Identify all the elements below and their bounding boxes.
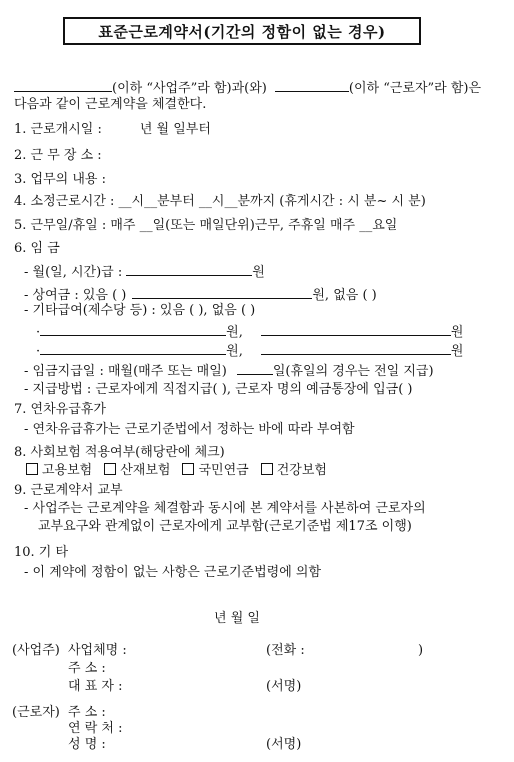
worker-name-label: 성 명 : bbox=[68, 737, 106, 752]
item-7-text: - 연차유급휴가는 근로기준법에서 정하는 바에 따라 부여함 bbox=[24, 422, 355, 437]
signing-date: 년 월 일 bbox=[214, 611, 260, 626]
item-9-text-1: - 사업주는 근로계약을 체결함과 동시에 본 계약서를 사본하여 근로자의 bbox=[24, 501, 426, 516]
employer-address-label: 주 소 : bbox=[68, 661, 106, 676]
wage-monthly-unit: 원 bbox=[252, 265, 265, 280]
wage-monthly bbox=[24, 262, 265, 282]
intro-employer-text: (이하 “사업주”라 함)과(와) bbox=[112, 81, 267, 96]
wage-payday-blank[interactable] bbox=[237, 361, 273, 375]
wage-other-row-2-unit-a: 원, bbox=[226, 344, 243, 359]
wage-bonus-blank[interactable] bbox=[132, 285, 312, 299]
item-10-others: 10. 기 타 bbox=[14, 545, 69, 560]
employment-insurance-checkbox[interactable] bbox=[26, 463, 38, 475]
wage-bonus-label: - 상여금 : 있음 ( ) bbox=[24, 288, 127, 303]
employer-tag: (사업주) bbox=[12, 643, 60, 658]
intro-line-1 bbox=[14, 78, 481, 98]
item-9-text-2: 교부요구와 관계없이 근로자에게 교부함(근로기준법 제17조 이행) bbox=[38, 519, 412, 534]
industrial-accident-checkbox[interactable] bbox=[104, 463, 116, 475]
industrial-accident-label: 산재보험 bbox=[120, 463, 171, 478]
wage-other-row-1-blank-a[interactable] bbox=[40, 322, 226, 336]
worker-name-blank[interactable] bbox=[275, 78, 349, 92]
worker-tag: (근로자) bbox=[12, 705, 60, 720]
national-pension-label: 국민연금 bbox=[198, 463, 249, 478]
wage-other-row-1-unit-a: 원, bbox=[226, 325, 243, 340]
item-1-start-date bbox=[14, 121, 211, 139]
item-7-annual-leave: 7. 연차유급휴가 bbox=[14, 402, 106, 417]
wage-monthly-label: - 월(일, 시간)급 : bbox=[24, 265, 123, 280]
wage-other-row-1-blank-b[interactable] bbox=[261, 322, 451, 336]
item-1-date: 년 월 일부터 bbox=[139, 122, 211, 137]
worker-contact-label: 연 락 처 : bbox=[68, 721, 123, 736]
wage-payday bbox=[24, 361, 434, 381]
wage-payday-note: 일(휴일의 경우는 전일 지급) bbox=[272, 364, 434, 379]
wage-other-row-1-unit-b: 원 bbox=[450, 325, 464, 340]
employer-phone-close: ) bbox=[418, 643, 424, 658]
wage-other: - 기타급여(제수당 등) : 있음 ( ), 없음 ( ) bbox=[24, 303, 256, 318]
item-8-social-insurance: 8. 사회보험 적용여부(해당란에 체크) bbox=[14, 445, 225, 460]
item-5-workdays: 5. 근무일/휴일 : 매주 __일(또는 매일단위)근무, 주휴일 매주 __요일 bbox=[14, 218, 398, 233]
employer-phone-label: (전화 : bbox=[266, 643, 305, 658]
wage-other-row-2-blank-b[interactable] bbox=[261, 341, 451, 355]
wage-other-row-2 bbox=[36, 341, 463, 361]
item-10-text: - 이 계약에 정함이 없는 사항은 근로기준법령에 의함 bbox=[24, 565, 322, 580]
item-4-work-hours: 4. 소정근로시간 : __시__분부터 __시__분까지 (휴게시간 : 시 분~ 시 분) bbox=[14, 194, 426, 209]
employer-company-name-label: 사업체명 : bbox=[68, 643, 127, 658]
wage-payday-label: - 임금지급일 : 매월(매주 또는 매일) bbox=[24, 364, 227, 379]
health-insurance-checkbox[interactable] bbox=[261, 463, 273, 475]
bullet-dot: · bbox=[36, 325, 41, 340]
employment-insurance-label: 고용보험 bbox=[42, 463, 93, 478]
employer-name-blank[interactable] bbox=[14, 78, 112, 92]
document-title: 표준근로계약서(기간의 정함이 없는 경우) bbox=[63, 17, 421, 45]
insurance-options bbox=[26, 462, 327, 480]
item-9-delivery: 9. 근로계약서 교부 bbox=[14, 483, 123, 498]
national-pension-checkbox[interactable] bbox=[182, 463, 194, 475]
wage-other-row-1 bbox=[36, 322, 463, 342]
item-1-label: 1. 근로개시일 : bbox=[14, 122, 102, 137]
employer-representative-label: 대 표 자 : bbox=[68, 679, 123, 694]
worker-address-label: 주 소 : bbox=[68, 705, 106, 720]
wage-bonus-unit: 원, 없음 ( ) bbox=[312, 288, 377, 303]
wage-other-row-2-blank-a[interactable] bbox=[40, 341, 226, 355]
intro-worker-text: (이하 “근로자”라 함)은 bbox=[348, 81, 482, 96]
health-insurance-label: 건강보험 bbox=[276, 463, 327, 478]
bullet-dot: · bbox=[36, 344, 41, 359]
item-2-workplace: 2. 근 무 장 소 : bbox=[14, 148, 102, 163]
intro-line-2: 다음과 같이 근로계약을 체결한다. bbox=[14, 97, 207, 112]
wage-other-row-2-unit-b: 원 bbox=[450, 344, 464, 359]
wage-payment-method: - 지급방법 : 근로자에게 직접지급( ), 근로자 명의 예금통장에 입금( ) bbox=[24, 382, 413, 397]
item-3-duties: 3. 업무의 내용 : bbox=[14, 172, 106, 187]
item-6-wages: 6. 임 금 bbox=[14, 241, 60, 256]
wage-monthly-blank[interactable] bbox=[126, 262, 252, 276]
worker-signature: (서명) bbox=[266, 737, 302, 752]
employer-signature: (서명) bbox=[266, 679, 302, 694]
